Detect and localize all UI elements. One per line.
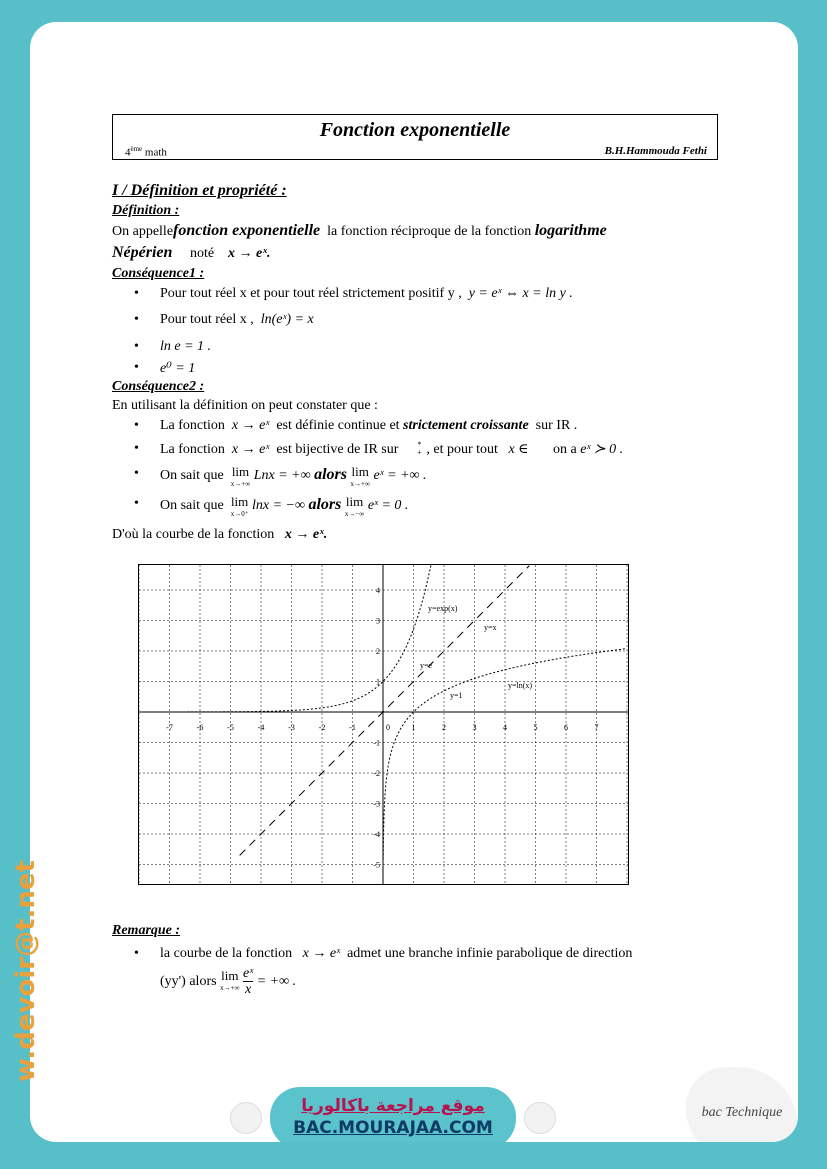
- consequence1-label: Conséquence1 :: [112, 266, 205, 281]
- y-tick-label: -1: [373, 738, 380, 748]
- consequence2-item-2: • La fonction x → eˣ est bijective de IR sur * + , et pour tout x ∈ on a eˣ ≻ 0 .: [160, 441, 623, 458]
- bac-technique-badge: bac Technique: [686, 1067, 798, 1142]
- curve-intro: D'où la courbe de la fonction x → eˣ.: [112, 527, 328, 542]
- document-page: [30, 22, 798, 1142]
- consequence1-item-1: • Pour tout réel x et pour tout réel strictement positif y , y = eˣ ⇔ x = ln y .: [160, 286, 573, 302]
- title-box: [112, 114, 718, 160]
- consequence1-item-2: • Pour tout réel x , ln(eˣ) = x: [160, 312, 314, 328]
- definition-line-1: On appellefonction exponentielle la fonction réciproque de la fonction logarithme: [112, 222, 607, 239]
- author-name: B.H.Hammouda Fethi: [604, 145, 707, 157]
- label-e: y=e: [420, 661, 433, 670]
- section-heading: I / Définition et propriété :: [112, 182, 287, 199]
- x-tick-label: 0: [386, 723, 390, 732]
- definition-label: Définition :: [112, 203, 180, 218]
- x-tick-label: -1: [349, 723, 356, 732]
- y-tick-label: 4: [376, 586, 380, 595]
- x-tick-label: 6: [564, 723, 568, 732]
- consequence2-intro: En utilisant la définition on peut constater que :: [112, 398, 378, 413]
- y-tick-label: -5: [373, 860, 380, 870]
- exponential-graph: [138, 564, 629, 885]
- x-tick-label: -4: [257, 723, 265, 732]
- x-tick-label: 1: [411, 723, 416, 732]
- label-exp: y=exp(x): [428, 604, 458, 613]
- left-logo-icon: [230, 1102, 262, 1134]
- x-tick-label: 2: [442, 723, 446, 732]
- banner-site-link[interactable]: BAC.MOURAJAA.COM: [293, 1118, 493, 1138]
- y-tick-label: -2: [373, 769, 380, 778]
- consequence2-item-4: • On sait que lim x→0⁺ lnx = −∞ alors lim x→−∞ eˣ = 0 .: [160, 496, 408, 520]
- x-tick-label: -3: [288, 723, 295, 732]
- x-tick-label: -2: [318, 723, 326, 732]
- consequence2-item-1: • La fonction x → eˣ est définie continue et strictement croissante sur IR .: [160, 418, 577, 434]
- label-1: y=1: [450, 691, 463, 700]
- x-tick-label: 7: [594, 723, 599, 732]
- remark-label: Remarque :: [112, 923, 181, 938]
- x-tick-label: 5: [533, 723, 538, 732]
- class-label: 4ème math: [125, 145, 167, 159]
- consequence2-label: Conséquence2 :: [112, 379, 205, 394]
- site-banner[interactable]: [270, 1087, 516, 1142]
- remark-line-1: • la courbe de la fonction x → eˣ admet une branche infinie parabolique de direction: [160, 946, 632, 962]
- y-tick-label: -4: [373, 830, 380, 839]
- consequence2-item-3: • On sait que lim x→+∞ Lnx = +∞ alors lim x→+∞ eˣ = +∞ .: [160, 466, 427, 490]
- label-ln: y=ln(x): [508, 681, 533, 690]
- right-logo-icon: [524, 1102, 556, 1134]
- y-tick-label: 1: [376, 677, 380, 687]
- remark-line-2: (yy') alors lim x→+∞ $\frac{\text{eˣ}}{x}$ = +∞ .: [160, 966, 297, 997]
- banner-arabic-text[interactable]: موقع مراجعة باكالوريا: [301, 1096, 485, 1116]
- watermark-text: w.devoir@t.net: [11, 860, 41, 1082]
- y-tick-label: -3: [373, 799, 380, 809]
- consequence1-item-4: • e⁰ = 1: [160, 360, 195, 377]
- document-title: Fonction exponentielle: [319, 119, 511, 141]
- y-tick-label: 3: [376, 616, 380, 626]
- x-tick-label: 4: [503, 723, 507, 732]
- label-yx: y=x: [484, 623, 497, 632]
- x-tick-label: -6: [196, 723, 204, 732]
- x-tick-label: -5: [227, 723, 234, 732]
- x-tick-label: -7: [166, 723, 173, 732]
- consequence1-item-3: • ln e = 1 .: [160, 339, 211, 355]
- x-tick-label: 3: [472, 723, 477, 732]
- y-tick-label: 2: [376, 647, 380, 656]
- definition-line-2: Népérien noté x → eˣ.: [112, 244, 271, 261]
